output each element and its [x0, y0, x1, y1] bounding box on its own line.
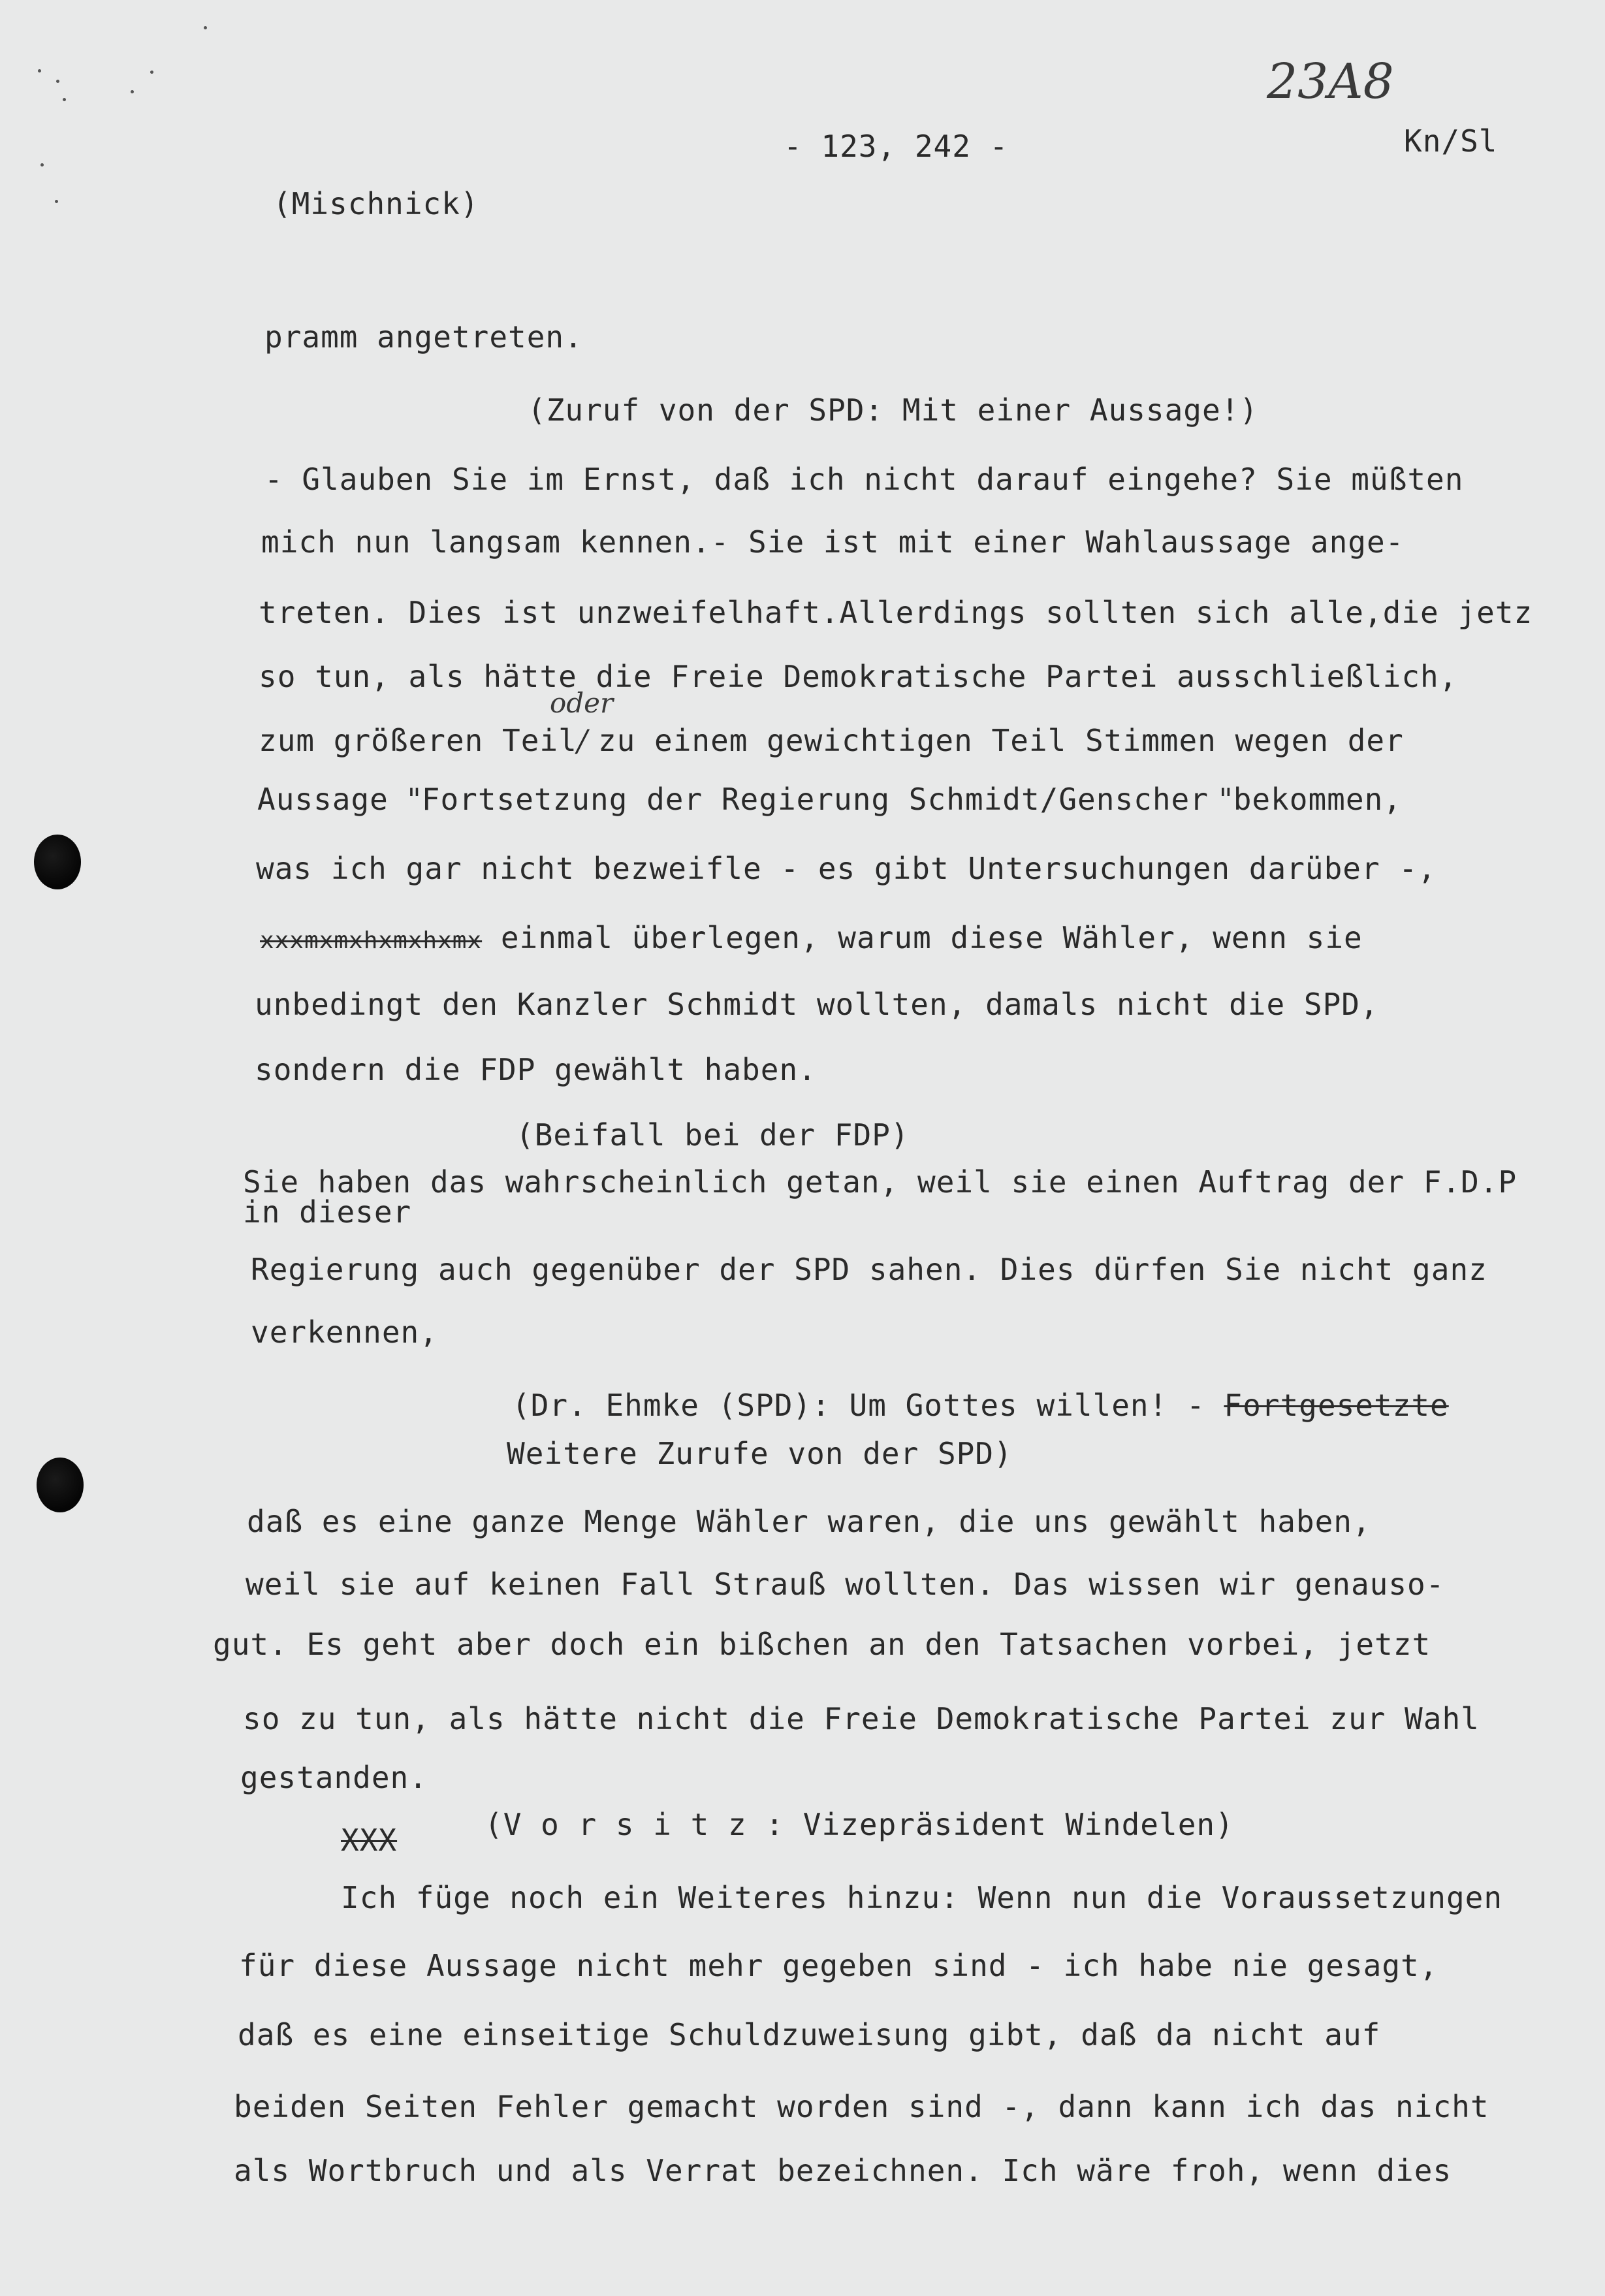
text-line: weil sie auf keinen Fall Strauß wollten. Das wissen wir genauso- [246, 1567, 1445, 1602]
text-line: so zu tun, als hätte nicht die Freie Demokratische Partei zur Wahl [243, 1701, 1480, 1736]
text-fragment: zum größeren Teil [259, 723, 577, 758]
text-fragment: Aussage [257, 782, 389, 817]
text-line [257, 782, 1402, 816]
typist-initials: Kn/Sl [1404, 123, 1498, 159]
text-line: gut. Es geht aber doch ein bißchen an den Tatsachen vorbei, jetzt [213, 1627, 1431, 1662]
text-fragment: Fortsetzung der Regierung Schmidt/Genscher [421, 782, 1209, 817]
interjection: (Zuruf von der SPD: Mit einer Aussage!) [528, 392, 1259, 428]
text-fragment: bekommen, [1233, 782, 1402, 817]
text-line: beiden Seiten Fehler gemacht worden sind -, dann kann ich das nicht [234, 2089, 1489, 2124]
interjection: (Beifall bei der FDP) [516, 1117, 910, 1153]
speck [40, 163, 44, 167]
text-line: - Glauben Sie im Ernst, daß ich nicht darauf eingehe? Sie müßten [264, 462, 1464, 497]
handwritten-quote-mark: " [1208, 782, 1233, 817]
speck [131, 90, 134, 93]
text-line: gestanden. [240, 1760, 428, 1795]
speck [38, 69, 41, 72]
text-line: Ich füge noch ein Weiteres hinzu: Wenn nun die Voraussetzungen [341, 1880, 1503, 1915]
text-line: daß es eine ganze Menge Wähler waren, die uns gewählt haben, [247, 1504, 1371, 1539]
archive-stamp: 23A8 [1267, 54, 1394, 110]
text-line: daß es eine einseitige Schuldzuweisung gibt, daß da nicht auf [238, 2017, 1381, 2052]
text-line: verkennen, [251, 1315, 438, 1350]
handwritten-insertion: oder [550, 687, 614, 719]
chair-note: (V o r s i t z : Vizepräsident Windelen) [485, 1807, 1234, 1842]
interjection [512, 1388, 1449, 1422]
text-line: was ich gar nicht bezweifle - es gibt Untersuchungen darüber -, [256, 851, 1437, 886]
text-line: für diese Aussage nicht mehr gegeben sind - ich habe nie gesagt, [239, 1948, 1438, 1983]
text-fragment: einmal überlegen, warum diese Wähler, wenn sie [500, 920, 1363, 955]
speck [63, 98, 66, 101]
text-fragment: (Dr. Ehmke (SPD): Um Gottes willen! - [512, 1388, 1205, 1423]
page-reference: - 123, 242 - [784, 129, 1009, 164]
punch-hole-top [34, 835, 81, 889]
text-line: pramm angetreten. [264, 319, 583, 355]
speaker-name: (Mischnick) [273, 186, 479, 221]
struck-marker [341, 1823, 397, 1857]
interjection: Weitere Zurufe von der SPD) [507, 1436, 1013, 1471]
text-line: treten. Dies ist unzweifelhaft.Allerdings sollten sich alle,die jetz [259, 595, 1533, 630]
text-line: Regierung auch gegenüber der SPD sahen. Dies dürfen Sie nicht ganz [251, 1252, 1487, 1287]
text-line: Sie haben das wahrscheinlich getan, weil sie einen Auftrag der F.D.P [243, 1164, 1518, 1200]
text-line [260, 921, 1363, 958]
text-line: unbedingt den Kanzler Schmidt wollten, damals nicht die SPD, [255, 987, 1379, 1022]
text-line: mich nun langsam kennen.- Sie ist mit einer Wahlaussage ange- [261, 524, 1405, 560]
speck [55, 200, 58, 203]
text-line [259, 724, 1404, 757]
punch-hole-bottom [37, 1458, 84, 1512]
struck-through-text: XXX [341, 1823, 398, 1858]
speck [204, 26, 207, 29]
struck-through-text: Fortgesetzte [1224, 1388, 1449, 1423]
handwritten-quote-mark: " [407, 782, 422, 817]
text-line: sondern die FDP gewählt haben. [255, 1052, 817, 1087]
speck [56, 80, 59, 83]
text-line: so tun, als hätte die Freie Demokratische Partei ausschließlich, [259, 659, 1458, 694]
text-line: als Wortbruch und als Verrat bezeichnen. Ich wäre froh, wenn dies [234, 2153, 1452, 2188]
insertion-mark: / [577, 723, 598, 758]
speck [150, 71, 153, 74]
text-fragment: zu einem gewichtigen Teil Stimmen wegen der [597, 723, 1404, 758]
struck-through-text: xxxmxmxhxmxhxmx [260, 927, 483, 954]
text-line: in dieser [243, 1194, 412, 1230]
